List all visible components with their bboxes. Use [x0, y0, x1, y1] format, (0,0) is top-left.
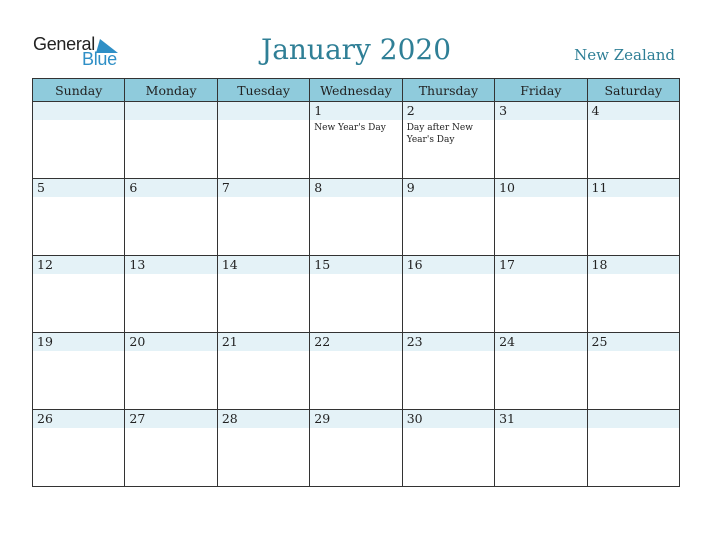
day-cell: [217, 333, 309, 410]
calendar-title: January 2020: [260, 33, 452, 66]
day-number: 8: [310, 179, 401, 197]
day-cell: [310, 179, 402, 256]
day-number: 19: [33, 333, 124, 351]
day-number: 21: [218, 333, 309, 351]
weekday-header-friday: Friday: [495, 79, 587, 102]
day-number: 9: [403, 179, 494, 197]
day-cell: [402, 333, 494, 410]
day-cell: [495, 256, 587, 333]
logo-word-general: General: [33, 34, 95, 54]
day-cell: [587, 333, 679, 410]
day-number: 13: [125, 256, 216, 274]
day-cell: [33, 256, 125, 333]
day-number: 27: [125, 410, 216, 428]
day-number: 3: [495, 102, 586, 120]
day-cell: [310, 256, 402, 333]
logo-word-blue: Blue: [82, 49, 117, 69]
country-label: New Zealand: [574, 46, 675, 64]
week-row: [33, 410, 680, 487]
day-number: 1: [310, 102, 401, 120]
week-row: [33, 179, 680, 256]
day-cell: [402, 256, 494, 333]
weekday-header-monday: Monday: [125, 79, 217, 102]
day-number: 5: [33, 179, 124, 197]
holiday-label: New Year's Day: [314, 123, 386, 133]
day-number: 20: [125, 333, 216, 351]
day-number: 31: [495, 410, 586, 428]
day-cell: [310, 333, 402, 410]
day-number: 29: [310, 410, 401, 428]
day-number: 11: [588, 179, 679, 197]
day-cell: [217, 102, 309, 179]
week-row: [33, 256, 680, 333]
day-number: 23: [403, 333, 494, 351]
day-cell: [402, 410, 494, 487]
day-number: 7: [218, 179, 309, 197]
day-number: [218, 102, 309, 120]
day-cell: [33, 333, 125, 410]
day-cell: [495, 410, 587, 487]
day-cell: [495, 333, 587, 410]
day-number: [588, 410, 679, 428]
day-number: 17: [495, 256, 586, 274]
day-cell: [587, 102, 679, 179]
day-cell: [125, 102, 217, 179]
day-cell: [33, 179, 125, 256]
day-number: 26: [33, 410, 124, 428]
day-number: 4: [588, 102, 679, 120]
weekday-header-row: [33, 79, 680, 102]
weekday-header-wednesday: Wednesday: [310, 79, 402, 102]
day-number: 25: [588, 333, 679, 351]
day-cell: [587, 410, 679, 487]
day-number: 12: [33, 256, 124, 274]
day-number: 6: [125, 179, 216, 197]
day-cell: [217, 179, 309, 256]
day-cell: [125, 256, 217, 333]
day-cell: [217, 256, 309, 333]
day-cell: [587, 256, 679, 333]
day-cell: [217, 410, 309, 487]
weekday-header-saturday: Saturday: [587, 79, 679, 102]
day-cell: [125, 410, 217, 487]
day-cell: [587, 179, 679, 256]
week-row: [33, 102, 680, 179]
day-number: 14: [218, 256, 309, 274]
day-number: 18: [588, 256, 679, 274]
day-cell: [33, 102, 125, 179]
day-number: 2: [403, 102, 494, 120]
month-calendar-grid: [32, 78, 680, 487]
day-number: [125, 102, 216, 120]
holiday-label: Day after New Year's Day: [406, 123, 473, 145]
week-row: [33, 333, 680, 410]
day-cell: [310, 410, 402, 487]
day-cell: [495, 102, 587, 179]
day-number: [33, 102, 124, 120]
day-number: 28: [218, 410, 309, 428]
weekday-header-thursday: Thursday: [402, 79, 494, 102]
day-number: 30: [403, 410, 494, 428]
day-cell: [310, 102, 402, 179]
day-number: 15: [310, 256, 401, 274]
day-cell: [402, 179, 494, 256]
day-number: 22: [310, 333, 401, 351]
day-cell: [125, 333, 217, 410]
day-number: 24: [495, 333, 586, 351]
day-cell: [495, 179, 587, 256]
weekday-header-tuesday: Tuesday: [217, 79, 309, 102]
day-cell: [33, 410, 125, 487]
weekday-header-sunday: Sunday: [33, 79, 125, 102]
day-cell: [125, 179, 217, 256]
day-number: 10: [495, 179, 586, 197]
day-cell: [402, 102, 494, 179]
day-number: 16: [403, 256, 494, 274]
